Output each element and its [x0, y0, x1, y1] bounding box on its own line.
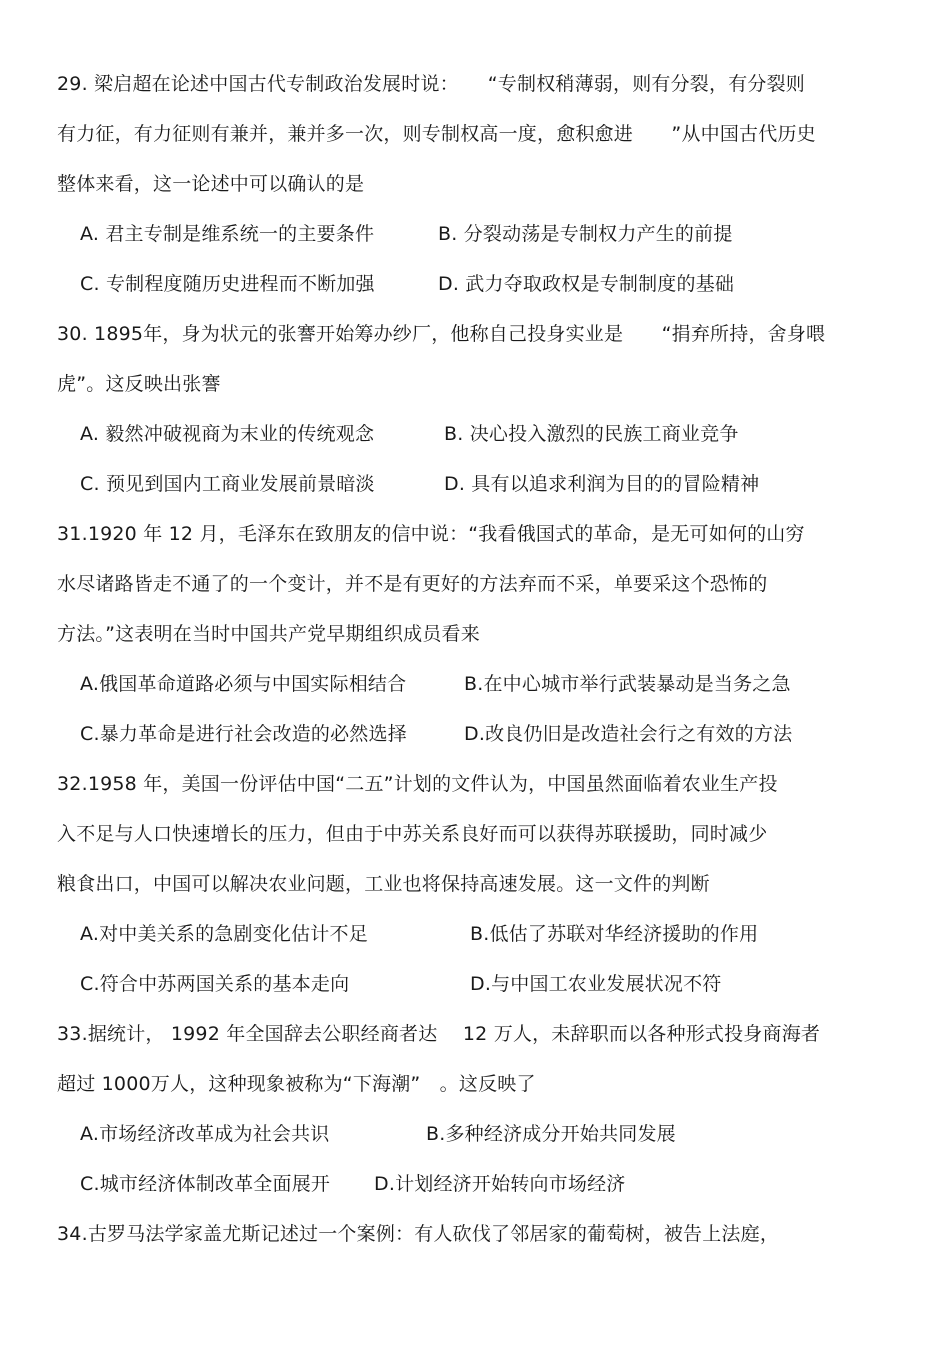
option-c: C. 预见到国内工商业发展前景暗淡 [80, 473, 375, 495]
question-text-line: 31.1920 年 12 月，毛泽东在致朋友的信中说：“我看俄国式的革命，是无可如何的山穷 [57, 523, 805, 545]
option-b: B. 决心投入激烈的民族工商业竞争 [444, 423, 739, 445]
question-text-line: 水尽诸路皆走不通了的一个变计，并不是有更好的方法弃而不采，单要采这个恐怖的 [57, 573, 768, 595]
option-d: D. 具有以追求利润为目的的冒险精神 [444, 473, 760, 495]
question-text-line: 30. 1895年，身为状元的张謇开始筹办纱厂，他称自己投身实业是 “捐弃所持，舍身喂 [57, 323, 826, 345]
option-d: D.计划经济开始转向市场经济 [374, 1173, 626, 1195]
question-text-line: 超过 1000万人，这种现象被称为“下海潮” 。这反映了 [57, 1073, 536, 1095]
question-text-line: 32.1958 年，美国一份评估中国“二五”计划的文件认为，中国虽然面临着农业生产投 [57, 773, 778, 795]
option-a: A.对中美关系的急剧变化估计不足 [80, 923, 368, 945]
option-a: A. 毅然冲破视商为末业的传统观念 [80, 423, 375, 445]
question-text-line: 29. 梁启超在论述中国古代专制政治发展时说： “专制权稍薄弱，则有分裂，有分裂则 [57, 73, 806, 95]
question-text-line: 34.古罗马法学家盖尤斯记述过一个案例：有人砍伐了邻居家的葡萄树，被告上法庭， [57, 1223, 780, 1245]
option-b: B.低估了苏联对华经济援助的作用 [470, 923, 759, 945]
question-text-line: 有力征，有力征则有兼并，兼并多一次，则专制权高一度，愈积愈进 ”从中国古代历史 [57, 123, 816, 145]
question-text-line: 整体来看，这一论述中可以确认的是 [57, 173, 365, 195]
option-d: D.与中国工农业发展状况不符 [470, 973, 722, 995]
option-b: B.多种经济成分开始共同发展 [426, 1123, 676, 1145]
option-a: A.市场经济改革成为社会共识 [80, 1123, 330, 1145]
option-c: C.符合中苏两国关系的基本走向 [80, 973, 350, 995]
option-c: C.暴力革命是进行社会改造的必然选择 [80, 723, 407, 745]
question-text-line: 方法。”这表明在当时中国共产党早期组织成员看来 [57, 623, 480, 645]
question-text-line: 虎”。这反映出张謇 [57, 373, 221, 395]
question-text-line: 入不足与人口快速增长的压力，但由于中苏关系良好而可以获得苏联援助，同时减少 [57, 823, 768, 845]
option-a: A.俄国革命道路必须与中国实际相结合 [80, 673, 407, 695]
option-c: C. 专制程度随历史进程而不断加强 [80, 273, 375, 295]
option-d: D.改良仍旧是改造社会行之有效的方法 [464, 723, 793, 745]
question-text-line: 粮食出口，中国可以解决农业问题，工业也将保持高速发展。这一文件的判断 [57, 873, 710, 895]
option-c: C.城市经济体制改革全面展开 [80, 1173, 331, 1195]
question-text-line: 33.据统计， 1992 年全国辞去公职经商者达 12 万人，未辞职而以各种形式投身商海者 [57, 1023, 821, 1045]
option-a: A. 君主专制是维系统一的主要条件 [80, 223, 375, 245]
option-b: B. 分裂动荡是专制权力产生的前提 [438, 223, 733, 245]
option-d: D. 武力夺取政权是专制制度的基础 [438, 273, 735, 295]
option-b: B.在中心城市举行武装暴动是当务之急 [464, 673, 791, 695]
